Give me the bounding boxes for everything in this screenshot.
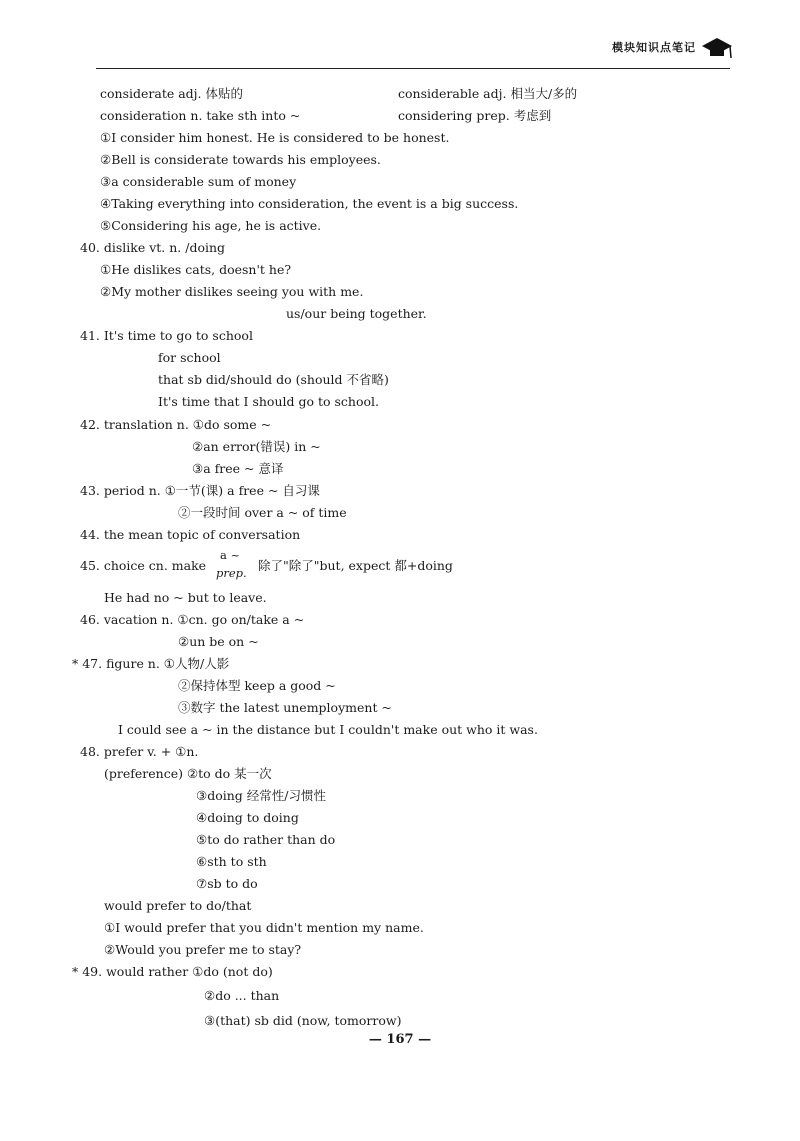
entry-heading: 42. translation n. ①do some ~ xyxy=(80,417,272,432)
note-line: ⑤to do rather than do xyxy=(196,832,336,847)
note-line: ②an error(错误) in ~ xyxy=(192,439,321,454)
note-line: would prefer to do/that xyxy=(104,898,252,913)
note-line: ④doing to doing xyxy=(196,810,299,825)
note-line: that sb did/should do (should 不省略) xyxy=(158,372,389,387)
note-line: ③doing 经常性/习惯性 xyxy=(196,788,326,803)
example-line: ①He dislikes cats, doesn't he? xyxy=(100,262,292,277)
example-line: ①I consider him honest. He is considered to be honest. xyxy=(100,130,450,145)
note-line: ②un be on ~ xyxy=(178,634,259,649)
note-line: ②do ... than xyxy=(204,988,280,1003)
example-line: ③a considerable sum of money xyxy=(100,174,297,189)
note-line: for school xyxy=(158,350,221,365)
entry-heading: 40. dislike vt. n. /doing xyxy=(80,240,226,255)
example-line: ②Would you prefer me to stay? xyxy=(104,942,302,957)
example-line: ①I would prefer that you didn't mention my name. xyxy=(104,920,424,935)
entry-heading: * 47. figure n. ①人物/人影 xyxy=(72,656,230,671)
note-line: considering prep. 考虑到 xyxy=(398,108,552,123)
page-header xyxy=(96,34,730,69)
note-line: considerable adj. 相当大/多的 xyxy=(398,86,578,101)
example-line: It's time that I should go to school. xyxy=(158,394,379,409)
note-line: ⑦sb to do xyxy=(196,876,258,891)
example-line: ②Bell is considerate towards his employees. xyxy=(100,152,381,167)
graduation-cap-icon xyxy=(700,34,734,60)
note-line: ③a free ~ 意译 xyxy=(192,461,284,476)
header-title: 模块知识点笔记 xyxy=(612,41,696,54)
note-line: ③数字 the latest unemployment ~ xyxy=(178,700,392,715)
note-line: considerate adj. 体贴的 xyxy=(100,86,243,101)
entry-heading: 41. It's time to go to school xyxy=(80,328,253,343)
entry-heading: 48. prefer v. + ①n. xyxy=(80,744,199,759)
example-line: ⑤Considering his age, he is active. xyxy=(100,218,322,233)
note-line: ⑥sth to sth xyxy=(196,854,267,869)
stacked-note-bottom: prep. xyxy=(216,566,247,580)
example-line: ②My mother dislikes seeing you with me. xyxy=(100,284,364,299)
note-line: 除了"除了"but, expect 都+doing xyxy=(258,558,453,573)
stacked-note-top: a ~ xyxy=(220,548,241,562)
note-line: ②保持体型 keep a good ~ xyxy=(178,678,336,693)
example-line: us/our being together. xyxy=(286,306,427,321)
entry-heading: 45. choice cn. make xyxy=(80,558,207,573)
entry-heading: 46. vacation n. ①cn. go on/take a ~ xyxy=(80,612,305,627)
example-line: ④Taking everything into consideration, the event is a big success. xyxy=(100,196,519,211)
note-line: consideration n. take sth into ~ xyxy=(100,108,301,123)
entry-heading: * 49. would rather ①do (not do) xyxy=(72,964,273,979)
page-number: — 167 — xyxy=(368,1032,432,1047)
note-line: ③(that) sb did (now, tomorrow) xyxy=(204,1013,402,1028)
note-line: ②一段时间 over a ~ of time xyxy=(178,505,347,520)
example-line: He had no ~ but to leave. xyxy=(104,590,267,605)
entry-heading: 43. period n. ①一节(课) a free ~ 自习课 xyxy=(80,483,320,498)
note-line: (preference) ②to do 某一次 xyxy=(104,766,272,781)
example-line: I could see a ~ in the distance but I couldn't make out who it was. xyxy=(118,722,538,737)
entry-heading: 44. the mean topic of conversation xyxy=(80,527,301,542)
